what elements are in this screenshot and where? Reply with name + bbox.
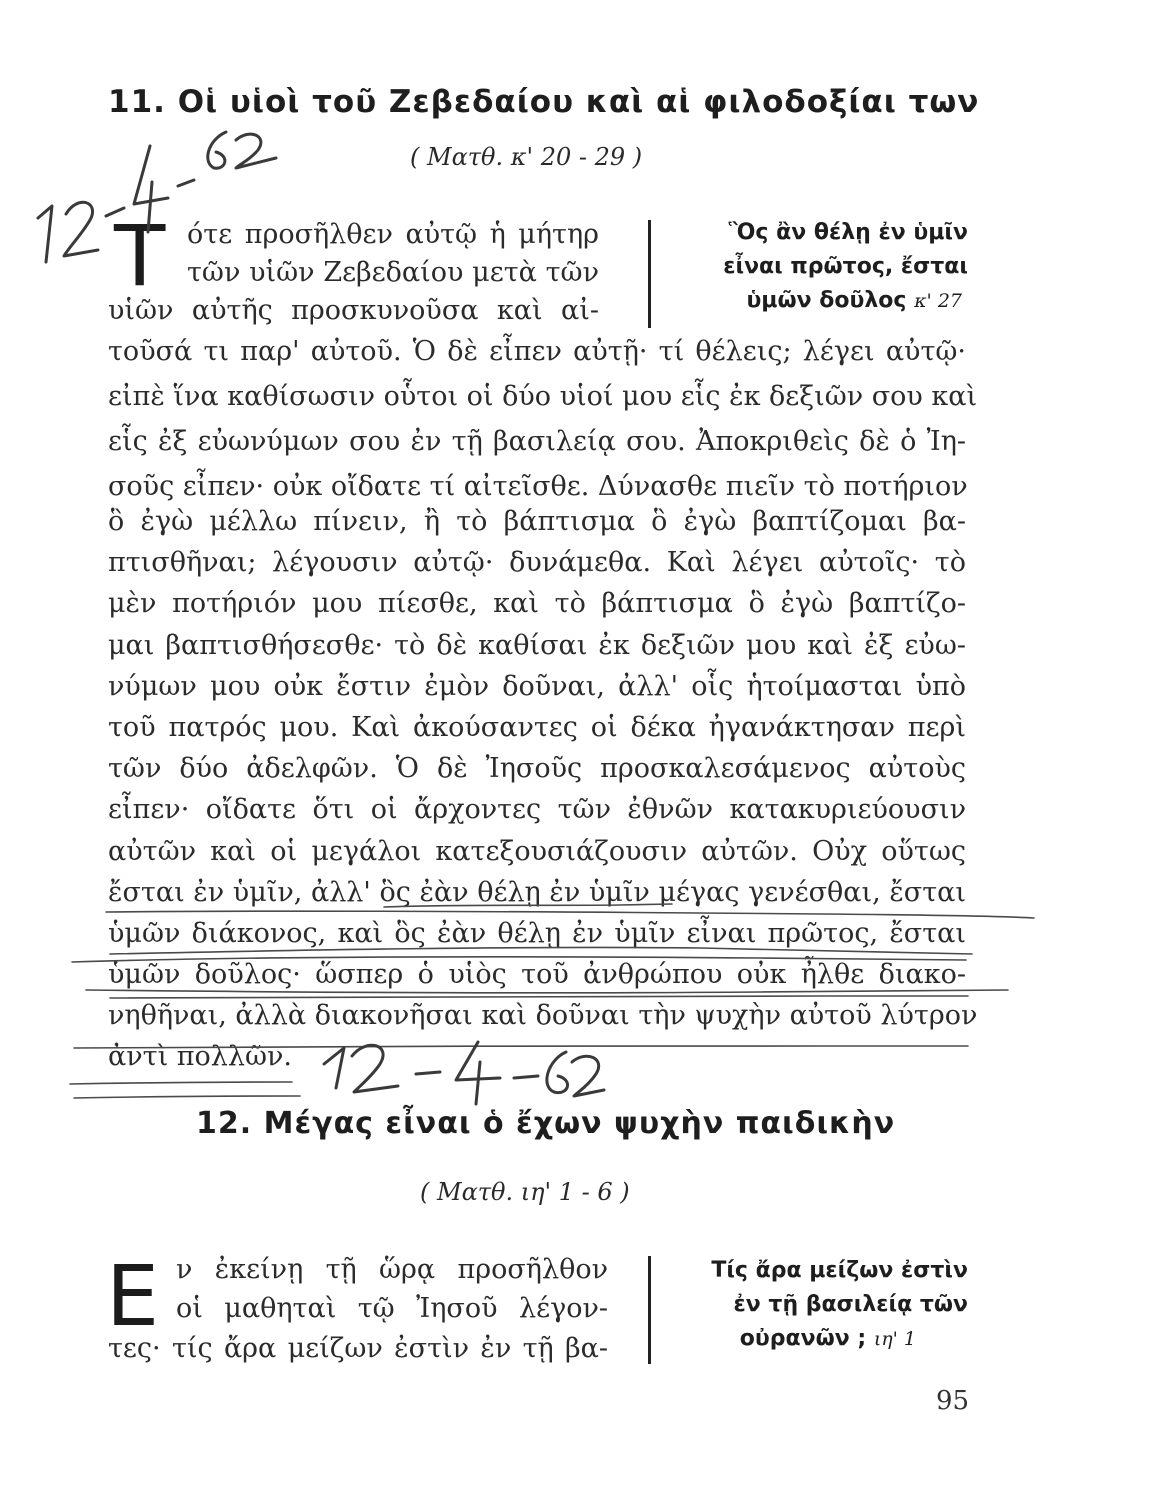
- section-11-line-16: αὐτῶν καὶ οἱ μεγάλοι κατεξουσιάζουσιν αὐτῶν. Οὐχ οὕτως: [108, 836, 966, 867]
- section-11-line-13: τοῦ πατρός μου. Καὶ ἀκούσαντες οἱ δέκα ἠγανάκτησαν περὶ: [108, 712, 966, 743]
- sidenote-11-line-3: ὑμῶν δοῦλος: [746, 288, 907, 313]
- section-12-line-1: ν ἐκείνῃ τῇ ὥρᾳ προσῆλθον: [176, 1254, 608, 1285]
- section-11-line-15: εἶπεν· οἴδατε ὅτι οἱ ἄρχοντες τῶν ἐθνῶν κατακυριεύουσιν: [108, 794, 966, 825]
- sidenote-12-line-3: οὐρανῶν ;: [739, 1326, 867, 1351]
- section-11-line-18: ὑμῶν διάκονος, καὶ ὃς ἐὰν θέλῃ ἐν ὑμῖν εἶναι πρῶτος, ἔσται: [108, 918, 966, 949]
- section-11-line-6: εἷς ἐξ εὐωνύμων σου ἐν τῇ βασιλείᾳ σου. Ἀποκριθεὶς δὲ ὁ Ἰη-: [108, 426, 966, 457]
- sidenote-11-ref: κ' 27: [914, 290, 962, 312]
- section-11-drop-cap: Τ: [114, 207, 166, 305]
- section-12-line-2: οἱ μαθηταὶ τῷ Ἰησοῦ λέγον-: [176, 1293, 608, 1324]
- handwritten-underlines: [70, 904, 1034, 1098]
- section-11-line-3: υἱῶν αὐτῆς προσκυνοῦσα καὶ αἰ-: [108, 295, 599, 326]
- section-11-line-1: ότε προσῆλθεν αὐτῷ ἡ μήτηρ: [187, 219, 599, 250]
- sidenote-12-ref: ιη' 1: [873, 1328, 916, 1350]
- handwritten-bottom-date: [324, 1042, 604, 1104]
- section-11-line-10: μὲν ποτήριόν μου πίεσθε, καὶ τὸ βάπτισμα ὃ ἐγὼ βαπτίζο-: [108, 588, 966, 619]
- sidenote-12-line-1: Τίς ἄρα μείζων ἐστὶν: [711, 1258, 968, 1283]
- section-11-line-17: ἔσται ἐν ὑμῖν, ἀλλ' ὃς ἐὰν θέλῃ ἐν ὑμῖν μέγας γενέσθαι, ἔσται: [108, 877, 966, 908]
- sidenote-11-line-1: Ὃς ἂν θέλῃ ἐν ὑμῖν: [728, 220, 968, 245]
- section-11-line-7: σοῦς εἶπεν· οὐκ οἴδατε τί αἰτεῖσθε. Δύνασθε πιεῖν τὸ ποτήριον: [108, 471, 968, 502]
- section-11-reference: ( Ματθ. κ' 20 - 29 ): [410, 143, 643, 171]
- section-11-line-9: πτισθῆναι; λέγουσιν αὐτῷ· δυνάμεθα. Καὶ λέγει αὐτοῖς· τὸ: [108, 547, 966, 578]
- section-12-drop-cap: Ε: [106, 1247, 160, 1345]
- section-11-line-14: τῶν δύο ἀδελφῶν. Ὁ δὲ Ἰησοῦς προσκαλεσάμενος αὐτοὺς: [108, 753, 966, 784]
- section-12-title: 12. Μέγας εἶναι ὁ ἔχων ψυχὴν παιδικὴν: [196, 1106, 896, 1141]
- section-11-line-4: τοῦσά τι παρ' αὐτοῦ. Ὁ δὲ εἶπεν αὐτῇ· τί θέλεις; λέγει αὐτῷ·: [108, 336, 966, 367]
- page-number: 95: [936, 1386, 970, 1416]
- sidenote-11-line-2: εἶναι πρῶτος, ἔσται: [723, 254, 968, 279]
- section-11-line-12: νύμων μου οὐκ ἔστιν ἐμὸν δοῦναι, ἀλλ' οἷς ἡτοίμασται ὑπὸ: [108, 671, 966, 702]
- section-11-line-2: τῶν υἱῶν Ζεβεδαίου μετὰ τῶν: [187, 257, 599, 288]
- section-11-line-20: νηθῆναι, ἀλλὰ διακονῆσαι καὶ δοῦναι τὴν ψυχὴν αὐτοῦ λύτρον: [108, 1000, 978, 1031]
- section-12-reference: ( Ματθ. ιη' 1 - 6 ): [420, 1178, 630, 1206]
- section-11-line-8: ὃ ἐγὼ μέλλω πίνειν, ἢ τὸ βάπτισμα ὃ ἐγὼ βαπτίζομαι βα-: [108, 506, 966, 537]
- handwritten-margin-date: [38, 132, 276, 262]
- section-11-line-5: εἰπὲ ἵνα καθίσωσιν οὗτοι οἱ δύο υἱοί μου εἷς ἐκ δεξιῶν σου καὶ: [108, 381, 978, 412]
- sidenote-12-line-2: ἐν τῇ βασιλείᾳ τῶν: [733, 1292, 968, 1317]
- section-11-line-19: ὑμῶν δοῦλος· ὥσπερ ὁ υἱὸς τοῦ ἀνθρώπου οὐκ ἦλθε διακο-: [108, 959, 966, 990]
- section-11-title: 11. Οἱ υἱοὶ τοῦ Ζεβεδαίου καὶ αἱ φιλοδοξίαι των: [108, 84, 980, 120]
- section-11-line-11: μαι βαπτισθήσεσθε· τὸ δὲ καθίσαι ἐκ δεξιῶν μου καὶ ἐξ εὐω-: [108, 630, 966, 661]
- section-12-line-3: τες· τίς ἄρα μείζων ἐστὶν ἐν τῇ βα-: [108, 1333, 608, 1364]
- section-11-line-21: ἀντὶ πολλῶν.: [108, 1041, 292, 1072]
